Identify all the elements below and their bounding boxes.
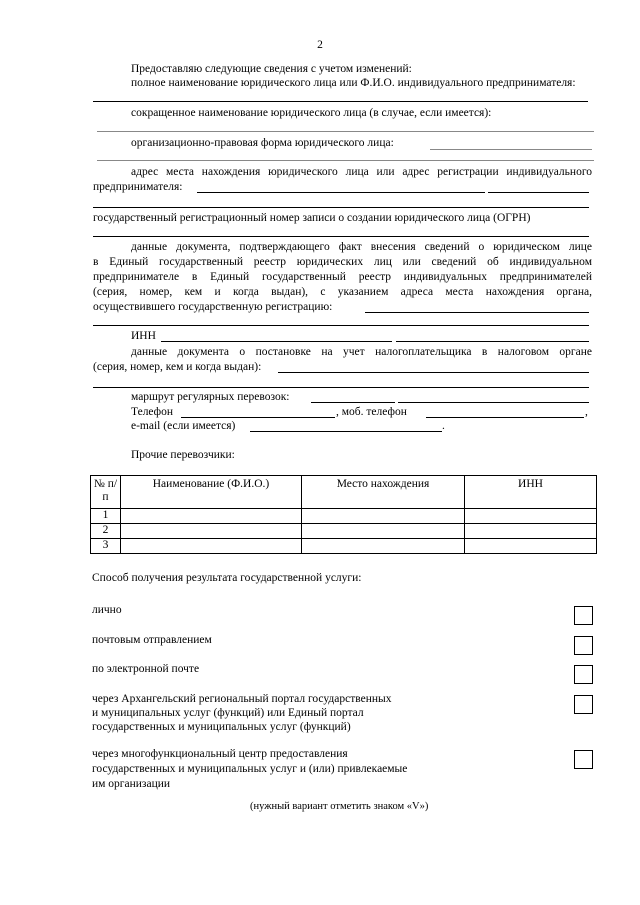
inn-cell[interactable]: [465, 509, 597, 524]
address-label-line1: адрес места нахождения юридического лица или адрес регистрации индивидуального: [131, 166, 592, 178]
location-cell[interactable]: [302, 509, 465, 524]
option-portal-label-line1: через Архангельский региональный портал государственных: [92, 693, 392, 705]
address-field[interactable]: [197, 192, 485, 193]
column-header-number: № п/п: [91, 476, 121, 509]
method-title: Способ получения результата государственной услуги:: [92, 572, 362, 584]
page-number: 2: [317, 39, 323, 51]
option-post-checkbox[interactable]: [574, 636, 593, 655]
footnote: (нужный вариант отметить знаком «V»): [250, 801, 429, 812]
address-label-line2: предпринимателя:: [93, 181, 183, 193]
mobile-label: , моб. телефон: [336, 406, 407, 418]
inn-cell[interactable]: [465, 539, 597, 554]
table-row: [91, 509, 597, 524]
mobile-field[interactable]: [426, 417, 584, 418]
registry-doc-line: в Единый государственный реестр юридических лиц или сведений об индивидуальном: [93, 256, 592, 268]
option-email-label: по электронной почте: [92, 663, 200, 675]
table-row: [91, 539, 597, 554]
tax-doc-label-line2: (серия, номер, кем и когда выдан):: [93, 361, 262, 373]
option-mfc-label-line1: через многофункциональный центр предоставления: [92, 748, 348, 760]
email-period: .: [442, 420, 445, 432]
org-form-field-extra[interactable]: [97, 160, 594, 161]
location-cell[interactable]: [302, 524, 465, 539]
table-row: [91, 524, 597, 539]
email-field[interactable]: [250, 431, 442, 432]
option-post-label: почтовым отправлением: [92, 634, 212, 646]
org-form-label: организационно-правовая форма юридического лица:: [131, 137, 394, 149]
column-header-inn: ИНН: [465, 476, 597, 509]
phone-label: Телефон: [131, 406, 174, 418]
address-field-end[interactable]: [488, 192, 589, 193]
column-header-name: Наименование (Ф.И.О.): [121, 476, 302, 509]
tax-doc-field[interactable]: [278, 372, 589, 373]
inn-cell[interactable]: [465, 524, 597, 539]
mobile-comma: ,: [585, 406, 588, 418]
option-email-checkbox[interactable]: [574, 665, 593, 684]
phone-field[interactable]: [181, 417, 335, 418]
email-label: e-mail (если имеется): [131, 420, 236, 432]
route-field[interactable]: [311, 402, 395, 403]
inn-label: ИНН: [131, 330, 156, 342]
org-form-field[interactable]: [430, 149, 592, 150]
option-mfc-label-line3: им организации: [92, 778, 171, 790]
route-label: маршрут регулярных перевозок:: [131, 391, 290, 403]
route-field-end[interactable]: [398, 402, 589, 403]
short-name-label: сокращенное наименование юридического лица (в случае, если имеется):: [131, 107, 492, 119]
row-number: 3: [91, 539, 121, 554]
location-cell[interactable]: [302, 539, 465, 554]
full-name-label: полное наименование юридического лица или Ф.И.О. индивидуального предпринимателя:: [131, 77, 576, 89]
option-portal-label-line2: и муниципальных услуг (функций) или Единый портал: [92, 707, 364, 719]
address-field-extra[interactable]: [93, 207, 589, 208]
short-name-field[interactable]: [97, 131, 594, 132]
registry-doc-line: осуществившего государственную регистрацию:: [93, 301, 333, 313]
registry-doc-field-extra[interactable]: [93, 325, 589, 326]
option-mfc-label-line2: государственных и муниципальных услуг и (или) привлекаемые: [92, 763, 408, 775]
tax-doc-label-line1: данные документа о постановке на учет налогоплательщика в налоговом органе: [131, 346, 592, 358]
table-header-row: [91, 476, 597, 509]
name-cell[interactable]: [121, 524, 302, 539]
other-carriers-label: Прочие перевозчики:: [131, 449, 235, 461]
inn-field[interactable]: [161, 341, 392, 342]
option-portal-checkbox[interactable]: [574, 695, 593, 714]
row-number: 2: [91, 524, 121, 539]
ogrn-field[interactable]: [93, 236, 589, 237]
registry-doc-field[interactable]: [365, 312, 589, 313]
registry-doc-line: данные документа, подтверждающего факт внесения сведений о юридическом лице: [131, 241, 592, 253]
name-cell[interactable]: [121, 509, 302, 524]
option-portal-label-line3: государственных и муниципальных услуг (функций): [92, 721, 351, 733]
name-cell[interactable]: [121, 539, 302, 554]
inn-field-end[interactable]: [396, 341, 589, 342]
registry-doc-line: (серия, номер, кем и когда выдан), с указанием адреса места нахождения органа,: [93, 286, 592, 298]
intro-text: Предоставляю следующие сведения с учетом изменений:: [131, 63, 412, 75]
column-header-location: Место нахождения: [302, 476, 465, 509]
ogrn-label: государственный регистрационный номер записи о создании юридического лица (ОГРН): [93, 212, 531, 224]
tax-doc-field-extra[interactable]: [93, 387, 589, 388]
registry-doc-line: предпринимателе в Единый государственный реестр индивидуальных предпринимателей: [93, 271, 592, 283]
row-number: 1: [91, 509, 121, 524]
option-in-person-label: лично: [92, 604, 122, 616]
carriers-table: [90, 475, 597, 554]
full-name-field[interactable]: [93, 101, 588, 102]
option-mfc-checkbox[interactable]: [574, 750, 593, 769]
option-in-person-checkbox[interactable]: [574, 606, 593, 625]
